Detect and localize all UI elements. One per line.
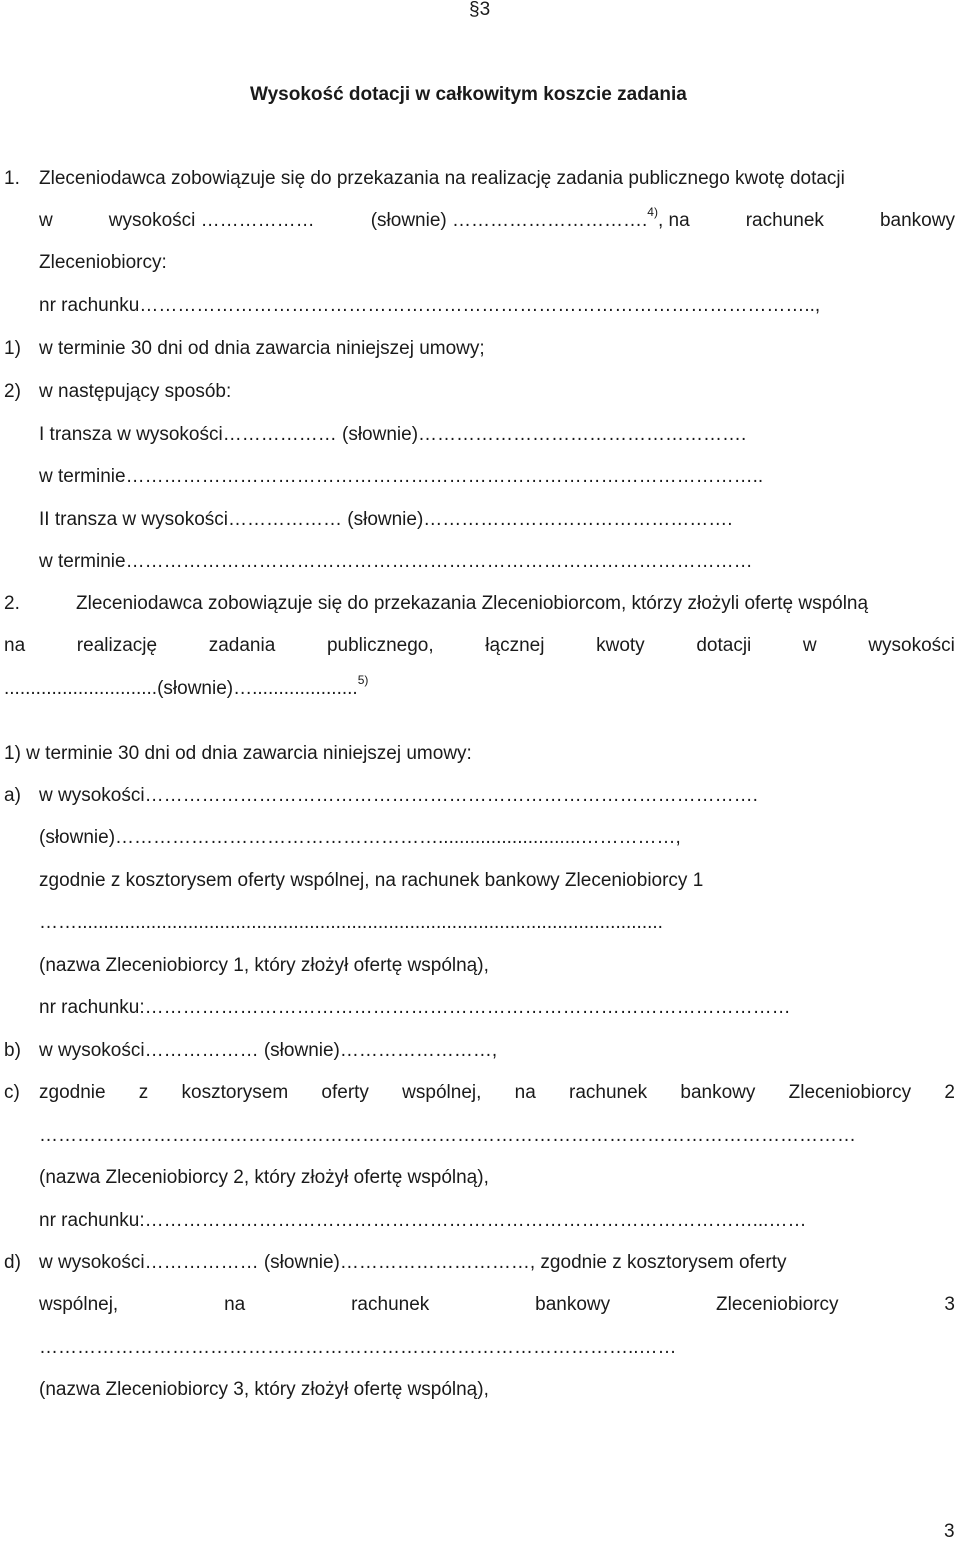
item-d-name: (nazwa Zleceniobiorcy 3, który złożył ofertę wspólną), <box>39 1379 489 1400</box>
paragraph-2-line-1: Zleceniodawca zobowiązuje się do przekazania Zleceniobiorcom, którzy złożyli ofertę wspólną <box>76 593 869 614</box>
page-number: 3 <box>944 1521 955 1542</box>
word: rachunek <box>569 1082 648 1103</box>
item-c-name: (nazwa Zleceniobiorcy 2, który złożył ofertę wspólną), <box>39 1167 489 1188</box>
word: rachunek <box>351 1294 430 1315</box>
item-2-text: w następujący sposób: <box>39 381 232 402</box>
tranche-2-amount: II transza w wysokości……………… (słownie)…………………………………………. <box>39 509 733 530</box>
word: 2 <box>944 1082 955 1103</box>
word: na <box>514 1082 536 1103</box>
word: publicznego, <box>326 635 434 656</box>
tranche-1-amount: I transza w wysokości……………… (słownie)……………………………………………. <box>39 424 747 445</box>
paragraph-2-line-2 <box>4 634 955 658</box>
paragraph-2-number: 2. <box>4 593 20 614</box>
item-a-dots: ……............................................................................................................... <box>39 912 663 933</box>
word: wspólnej, <box>402 1082 482 1103</box>
word: kosztorysem <box>181 1082 289 1103</box>
section-number: §3 <box>469 0 491 20</box>
item-c-dots: ………………………………………………………………………………………………………………… <box>39 1125 856 1146</box>
word: zgodnie <box>39 1082 106 1103</box>
account-number-line: nr rachunku…………………………………………………………………………………………….., <box>39 295 821 316</box>
word: wspólnej, <box>39 1294 119 1315</box>
page-title: Wysokość dotacji w całkowitym koszcie zadania <box>250 84 687 105</box>
item-2-number: 2) <box>4 381 21 402</box>
footnote-ref: 5) <box>357 673 369 687</box>
paragraph-1-line-1: Zleceniodawca zobowiązuje się do przekazania na realizację zadania publicznego kwotę dotacji <box>39 168 845 189</box>
item-a-account: nr rachunku:………………………………………………………………………………………… <box>39 997 791 1018</box>
item-d-amount: w wysokości……………… (słownie)…………………………, zgodnie z kosztorysem oferty <box>39 1252 787 1273</box>
item-a-amount: w wysokości……………………………………………………………………………………. <box>39 785 758 806</box>
item-d-text <box>39 1293 955 1317</box>
item-a-label: a) <box>4 785 21 806</box>
item-b-label: b) <box>4 1040 21 1061</box>
tranche-1-term: w terminie……………………………………………………………………………………….. <box>39 466 764 487</box>
word: Zleceniobiorcy <box>716 1294 839 1315</box>
word: kwoty <box>596 635 645 656</box>
word: bankowy <box>879 210 955 231</box>
item-1-text: w terminie 30 dni od dnia zawarcia niniejszej umowy; <box>39 338 485 359</box>
word: rachunek <box>745 210 824 231</box>
word: na <box>4 635 26 656</box>
item-c-account: nr rachunku:……………………………………………………………………………………...…… <box>39 1210 807 1231</box>
item-b-amount: w wysokości……………… (słownie)……………………, <box>39 1040 498 1061</box>
word: (słownie) ………………………….$^{4)}$, na <box>370 205 690 231</box>
paragraph-1-line-2 <box>39 205 955 233</box>
word: w <box>802 635 817 656</box>
paragraph-2-line-3: .............................(słownie)…....................$^{5)}$ <box>4 673 369 699</box>
word: bankowy <box>680 1082 756 1103</box>
footnote-ref: 4) <box>647 205 658 219</box>
word: 3 <box>944 1294 955 1315</box>
word: dotacji <box>696 635 752 656</box>
word: z <box>138 1082 149 1103</box>
word: bankowy <box>535 1294 611 1315</box>
word: na <box>224 1294 246 1315</box>
word: wysokości <box>868 635 955 656</box>
item-d-label: d) <box>4 1252 21 1273</box>
item-c-text <box>39 1081 955 1105</box>
paragraph-1-line-3: Zleceniobiorcy: <box>39 252 167 273</box>
paragraph-1-number: 1. <box>4 168 20 189</box>
item-c-label: c) <box>4 1082 20 1103</box>
word: wysokości ……………… <box>108 210 315 231</box>
item-a-words: (słownie)……………………………………………...........................……………, <box>39 827 681 848</box>
word: realizację <box>76 635 158 656</box>
word: w <box>39 210 53 231</box>
item-d-dots: …………………………………………………………………………………..…… <box>39 1337 677 1358</box>
item-a-name: (nazwa Zleceniobiorcy 1, który złożył ofertę wspólną), <box>39 955 489 976</box>
word: Zleceniobiorcy <box>788 1082 912 1103</box>
item-a-cost-estimate: zgodnie z kosztorysem oferty wspólnej, na rachunek bankowy Zleceniobiorcy 1 <box>39 870 704 891</box>
item-1-number: 1) <box>4 338 21 359</box>
paragraph-2-term: 1) w terminie 30 dni od dnia zawarcia niniejszej umowy: <box>4 743 472 764</box>
word: oferty <box>321 1082 369 1103</box>
tranche-2-term: w terminie……………………………………………………………………………………… <box>39 551 753 572</box>
word: łącznej <box>485 635 545 656</box>
word: zadania <box>208 635 276 656</box>
